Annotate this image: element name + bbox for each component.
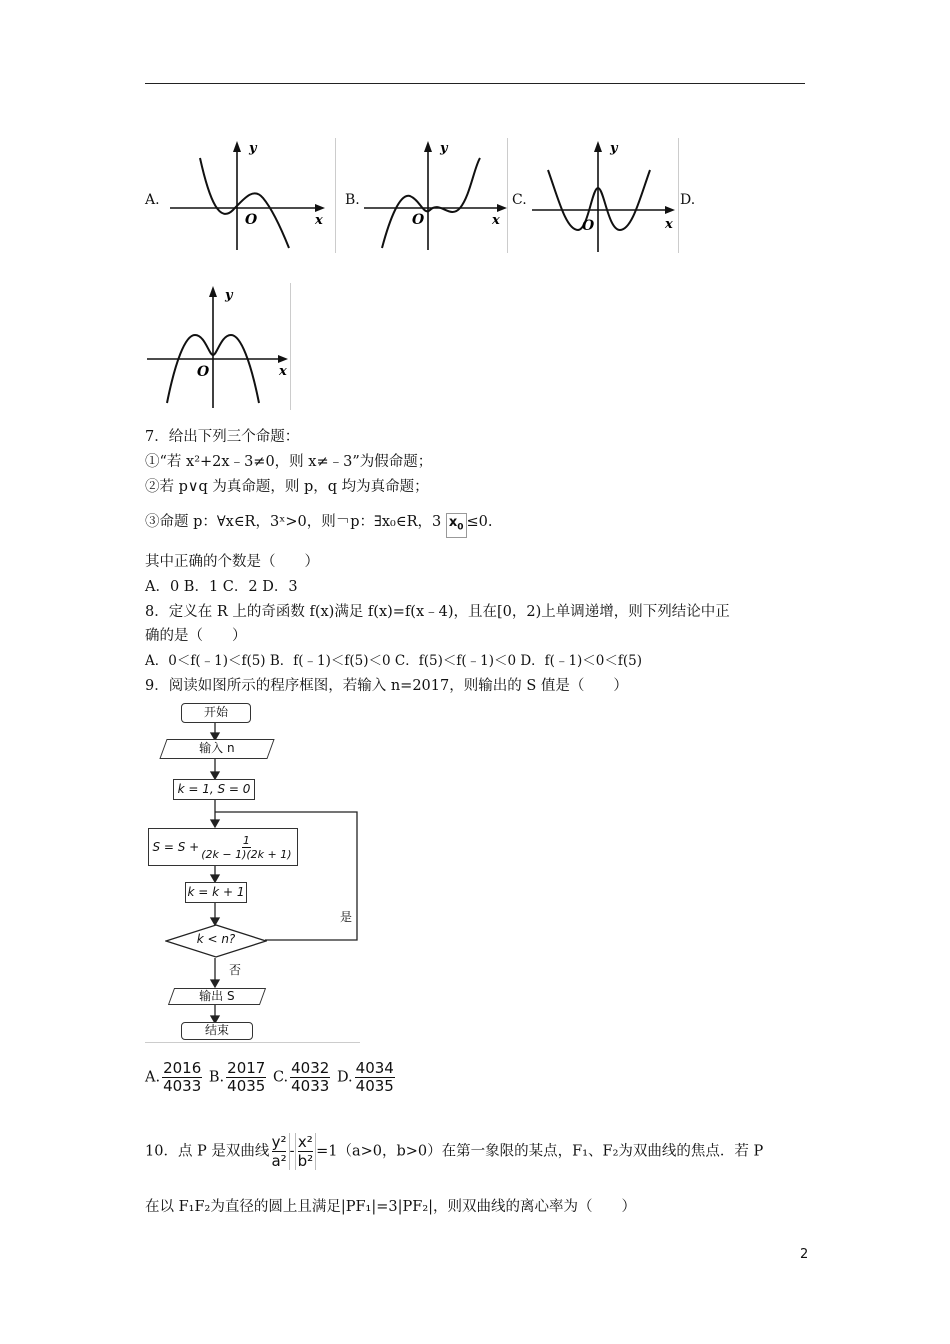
axis-y-label: y (610, 141, 618, 156)
q7-proposition-2: ②若 p∨q 为真命题，则 p，q 均为真命题； (145, 479, 429, 495)
q8-options: A．0＜f(﹣1)＜f(5) B．f(﹣1)＜f(5)＜0 C．f(5)＜f(﹣1)＜0 D．f(﹣1)＜0＜f(5) (145, 653, 643, 669)
axis-y-label: y (225, 288, 233, 303)
header-rule (145, 83, 805, 84)
flow-init: k = 1, S = 0 (173, 779, 255, 800)
option-d-label: D. (680, 192, 696, 208)
origin-label: O (412, 212, 425, 228)
flow-yes-label: 是 (340, 910, 353, 924)
flowchart (145, 700, 360, 1043)
q7-proposition-3 (145, 513, 492, 538)
q7-p3-exponent-box: $x_0$ (446, 513, 467, 538)
axis-y-label: y (440, 141, 448, 156)
axis-x-label: x (492, 213, 500, 228)
graph-a (165, 138, 336, 253)
flow-condition: k < n? (196, 932, 236, 946)
q10-line-2: 在以 F₁F₂为直径的圆上且满足|PF₁|=3|PF₂|，则双曲线的离心率为（ ） (145, 1199, 637, 1215)
q9-options: A. $\frac{2016}{4033}$ B. $\frac{2017}{4035}$ C. $\frac{4032}{4033}$ D. $\frac{4034}{4035}$ (145, 1059, 394, 1095)
q7-title: 7．给出下列三个命题： (145, 429, 300, 445)
axis-x-label: x (279, 364, 287, 379)
q7-options: A．0 B．1 C．2 D．3 (145, 579, 298, 595)
origin-label: O (582, 218, 595, 234)
origin-label: O (197, 364, 210, 380)
graph-d (145, 283, 291, 410)
flow-start: 开始 (181, 703, 251, 723)
page-number: 2 (800, 1247, 809, 1262)
flow-end: 结束 (181, 1022, 253, 1040)
option-a-label: A. (145, 192, 160, 208)
axis-y-label: y (249, 141, 257, 156)
q7-proposition-1: ①“若 x²+2x﹣3≠0，则 x≠﹣3”为假命题； (145, 454, 433, 470)
axis-x-label: x (315, 213, 323, 228)
option-c-label: C. (512, 192, 527, 208)
graph-c (530, 138, 679, 253)
q7-p3-text: ③命题 p：∀x∈R，3ˣ>0，则￢p：∃x₀∈R，3 (145, 514, 442, 530)
q8-line-2: 确的是（ ） (145, 628, 247, 644)
flow-update: S = S + $\frac{1}{(2k - 1)(2k + 1)}$ (148, 828, 298, 866)
q8-line-1: 8．定义在 R 上的奇函数 f(x)满足 f(x)=f(x﹣4)，且在[0，2)上单调递增，则下列结论中正 (145, 604, 730, 620)
flow-input: 输入 n (159, 739, 274, 759)
graph-b (362, 138, 508, 253)
q9-title: 9．阅读如图所示的程序框图，若输入 n=2017，则输出的 S 值是（ ） (145, 678, 628, 694)
q7-question: 其中正确的个数是（ ） (145, 554, 319, 570)
flow-no-label: 否 (229, 963, 242, 977)
flow-output: 输出 S (168, 988, 266, 1005)
q7-p3-end: ≤0. (466, 514, 493, 530)
flow-increment: k = k + 1 (185, 882, 247, 903)
q10-line-1: 10．点 P 是双曲线 $\frac{\text{y²}}{\text{a²}}$ - $\frac{\text{x²}}{\text{b²}}$ =1（a>0，b>0）在第一象限的某点，F₁、F₂为双曲线的焦点．若 P (145, 1133, 764, 1170)
option-b-label: B. (345, 192, 360, 208)
axis-x-label: x (665, 217, 673, 232)
origin-label: O (245, 212, 258, 228)
